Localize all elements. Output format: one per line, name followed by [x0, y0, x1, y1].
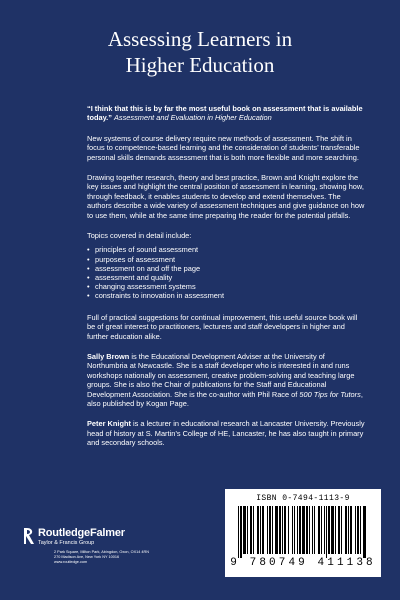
author-name-brown: Sally Brown [87, 351, 130, 361]
barcode-bar [297, 506, 298, 554]
topic-item: • changing assessment systems [87, 282, 367, 291]
brown-book-title: 500 Tips for Tutors [299, 389, 361, 399]
knight-bio: is a lecturer in educational research at Lancaster University. Previously head of history at S. Martin’s College of HE, Lancaster, he has also taught in primary and secondary schools. [87, 419, 365, 448]
barcode-bar [253, 506, 254, 554]
brown-bio-part-1: is the Educational Development Adviser at the University of Northumbria at Newcastle. She is a staff developer who is interested in and runs workshops nationally on assessment, creative problem-solving and teaching large groups. She is also the Chair of publications for the Staff and Educational Development Association. She is the co-author with Phil Race of [87, 351, 355, 399]
barcode-bar [272, 506, 273, 554]
topic-item: • purposes of assessment [87, 255, 367, 264]
barcode-bar [243, 506, 246, 554]
barcode-bar [250, 506, 252, 554]
intro-paragraph: New systems of course delivery require new methods of assessment. The shift in focus to competence-based learning and the consideration of students’ transferable personal skills demands assessment that is both more flexible and more searching. [87, 133, 360, 162]
barcode-bar [262, 506, 264, 554]
barcode-bar [288, 506, 289, 554]
barcode-bar [238, 506, 239, 558]
author-bio-brown [87, 352, 367, 408]
barcode-bar [292, 506, 293, 554]
author-name-knight: Peter Knight [87, 419, 131, 429]
publisher-name: RoutledgeFalmer [38, 527, 125, 539]
barcode-image [238, 506, 368, 558]
barcode-bar [314, 506, 315, 554]
barcode-bar [284, 506, 286, 554]
barcode-bar [348, 506, 349, 554]
publisher-address [54, 550, 194, 565]
barcode-bar [324, 506, 325, 554]
barcode-bar [247, 506, 248, 554]
barcode-bar [240, 506, 242, 558]
barcode-bar [355, 506, 356, 554]
barcode-bar [338, 506, 340, 554]
barcode-bar [309, 506, 310, 554]
review-quote [87, 104, 367, 123]
barcode-bar [282, 506, 283, 554]
barcode-bar [275, 506, 278, 554]
barcode-bar [306, 506, 308, 554]
barcode-bar [363, 506, 366, 558]
barcode-bar [331, 506, 334, 554]
title-line-1: Assessing Learners in [107, 27, 293, 51]
back-cover-text [87, 104, 367, 459]
publisher-group: Taylor & Francis Group [38, 540, 95, 546]
topics-list [87, 245, 367, 300]
title-line-2: Higher Education [125, 53, 275, 77]
routledge-logo-icon [24, 527, 37, 545]
barcode-box [225, 489, 381, 577]
barcode-bar [294, 506, 295, 554]
quote-text: “I think that this is by far the most useful book on assessment that is available today.” [87, 104, 363, 123]
barcode-bar [345, 506, 347, 554]
quote-source: Assessment and Evaluation in Higher Education [113, 113, 272, 123]
barcode-bar [318, 506, 320, 554]
barcode-bar [260, 506, 261, 554]
topic-item: • principles of sound assessment [87, 245, 367, 254]
page-title [0, 26, 400, 78]
closing-paragraph: Full of practical suggestions for continual improvement, this useful source book will be of great interest to practitioners, lecturers and staff developers in higher and further education alike. [87, 312, 358, 341]
barcode-bar [326, 506, 327, 558]
topic-item: • assessment and quality [87, 273, 367, 282]
barcode-bar [321, 506, 322, 554]
barcode-bar [267, 506, 268, 554]
barcode-bar [269, 506, 271, 554]
description-paragraph: Drawing together research, theory and best practice, Brown and Knight explore the key issues and highlight the central position of assessment in learning, showing how, through feedback, it enables students to develop and extend themselves. The authors describe a wide variety of assessment techniques and give guidance on how to use them, while at the same time preparing the reader for the potential pitfalls. [87, 173, 365, 220]
barcode-bar [312, 506, 313, 554]
address-line: www.routledge.com [54, 560, 88, 564]
barcode-bar [302, 506, 305, 554]
barcode-bar [335, 506, 336, 554]
isbn-label: ISBN 0-7494-1113-9 [256, 494, 350, 503]
barcode-bar [328, 506, 330, 554]
barcode-bar [360, 506, 361, 554]
brown-bio-part-2: , also published by Kogan Page. [87, 389, 363, 408]
barcode-bar [257, 506, 259, 554]
address-line: 2 Park Square, Milton Park, Abingdon, Oxon, OX14 4RN [54, 550, 149, 554]
barcode-bar [350, 506, 352, 554]
address-line: 270 Madison Ave, New York NY 10016 [54, 555, 120, 559]
barcode-bar [357, 506, 359, 554]
barcode-bar [341, 506, 342, 554]
topics-intro: Topics covered in detail include: [87, 231, 192, 241]
topic-item: • assessment on and off the page [87, 264, 367, 273]
barcode-bar [279, 506, 281, 554]
barcode-bar [299, 506, 301, 554]
topic-item: • constraints to innovation in assessment [87, 291, 367, 300]
barcode-number: 9 780749 411138 [230, 557, 376, 569]
author-bio-knight [87, 419, 367, 447]
